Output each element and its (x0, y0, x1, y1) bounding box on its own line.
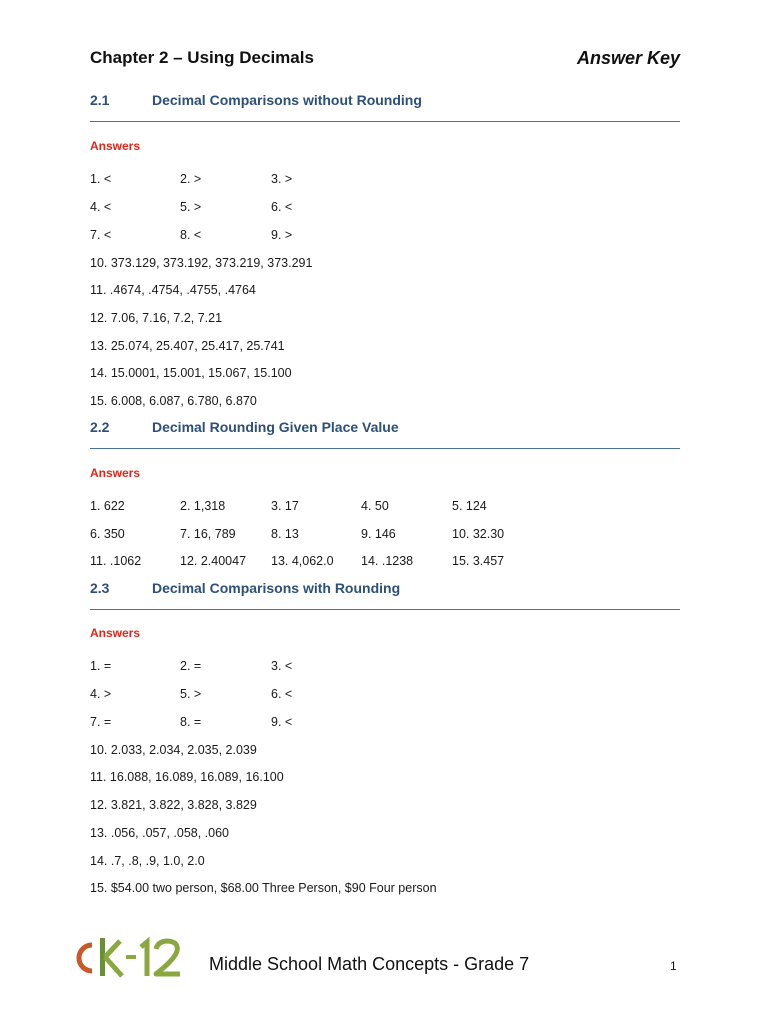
answer-item: 7. = (90, 715, 112, 729)
answer-item: 6. < (271, 200, 293, 214)
answers-label: Answers (90, 626, 141, 640)
answer-item: 8. = (180, 715, 202, 729)
answer-item: 9. 146 (361, 527, 396, 541)
answer-item: 14. .1238 (361, 554, 414, 568)
answer-item: 7. < (90, 228, 112, 242)
answer-item: 12. 2.40047 (180, 554, 247, 568)
answer-item: 6. 350 (90, 527, 125, 541)
answer-item: 2. > (180, 172, 202, 186)
answer-item: 5. 124 (452, 499, 487, 513)
section-heading-2-1 (90, 92, 680, 122)
answer-item: 2. 1,318 (180, 499, 226, 513)
answer-item: 1. < (90, 172, 112, 186)
answers-label: Answers (90, 139, 141, 153)
section-heading-2-2 (90, 419, 680, 449)
answer-item: 6. < (271, 687, 293, 701)
answer-item: 13. 4,062.0 (271, 554, 334, 568)
answer-item: 11. .4674, .4754, .4755, .4764 (90, 283, 256, 297)
answer-item: 3. < (271, 659, 293, 673)
page-title: Chapter 2 – Using Decimals (90, 48, 314, 67)
answer-item: 15. 6.008, 6.087, 6.780, 6.870 (90, 394, 257, 408)
answer-item: 8. < (180, 228, 202, 242)
section-title: Decimal Rounding Given Place Value (152, 419, 399, 435)
answer-item: 11. 16.088, 16.089, 16.089, 16.100 (90, 770, 284, 784)
section-number: 2.3 (90, 580, 110, 596)
section-title: Decimal Comparisons with Rounding (152, 580, 401, 596)
ck12-logo (68, 935, 188, 979)
answer-item: 4. > (90, 687, 112, 701)
answer-item: 4. < (90, 200, 112, 214)
section-number: 2.1 (90, 92, 110, 108)
answer-item: 2. = (180, 659, 202, 673)
answer-item: 15. $54.00 two person, $68.00 Three Person, $90 Four person (90, 881, 437, 895)
section-title: Decimal Comparisons without Rounding (152, 92, 422, 108)
answers-label: Answers (90, 466, 141, 480)
footer-course-title: Middle School Math Concepts - Grade 7 (209, 954, 530, 974)
answer-item: 5. > (180, 200, 202, 214)
answer-item: 14. 15.0001, 15.001, 15.067, 15.100 (90, 366, 292, 380)
answer-item: 7. 16, 789 (180, 527, 236, 541)
answer-item: 5. > (180, 687, 202, 701)
answer-item: 1. 622 (90, 499, 125, 513)
answer-item: 9. > (271, 228, 293, 242)
answer-item: 13. 25.074, 25.407, 25.417, 25.741 (90, 339, 285, 353)
answer-item: 3. 17 (271, 499, 299, 513)
section-heading-2-3 (90, 580, 680, 610)
answer-item: 14. .7, .8, .9, 1.0, 2.0 (90, 854, 205, 868)
page-number: 1 (670, 959, 677, 973)
answer-item: 1. = (90, 659, 112, 673)
answer-item: 10. 2.033, 2.034, 2.035, 2.039 (90, 743, 257, 757)
answer-item: 4. 50 (361, 499, 389, 513)
answer-item: 8. 13 (271, 527, 299, 541)
answer-item: 15. 3.457 (452, 554, 505, 568)
section-number: 2.2 (90, 419, 110, 435)
page-header (90, 48, 680, 72)
answer-item: 12. 3.821, 3.822, 3.828, 3.829 (90, 798, 257, 812)
answer-item: 10. 32.30 (452, 527, 505, 541)
answer-key-label: Answer Key (576, 48, 680, 68)
answer-item: 3. > (271, 172, 293, 186)
answer-item: 13. .056, .057, .058, .060 (90, 826, 230, 840)
answer-item: 11. .1062 (90, 554, 142, 568)
answer-item: 9. < (271, 715, 293, 729)
answer-item: 10. 373.129, 373.192, 373.219, 373.291 (90, 256, 313, 270)
answer-item: 12. 7.06, 7.16, 7.2, 7.21 (90, 311, 223, 325)
